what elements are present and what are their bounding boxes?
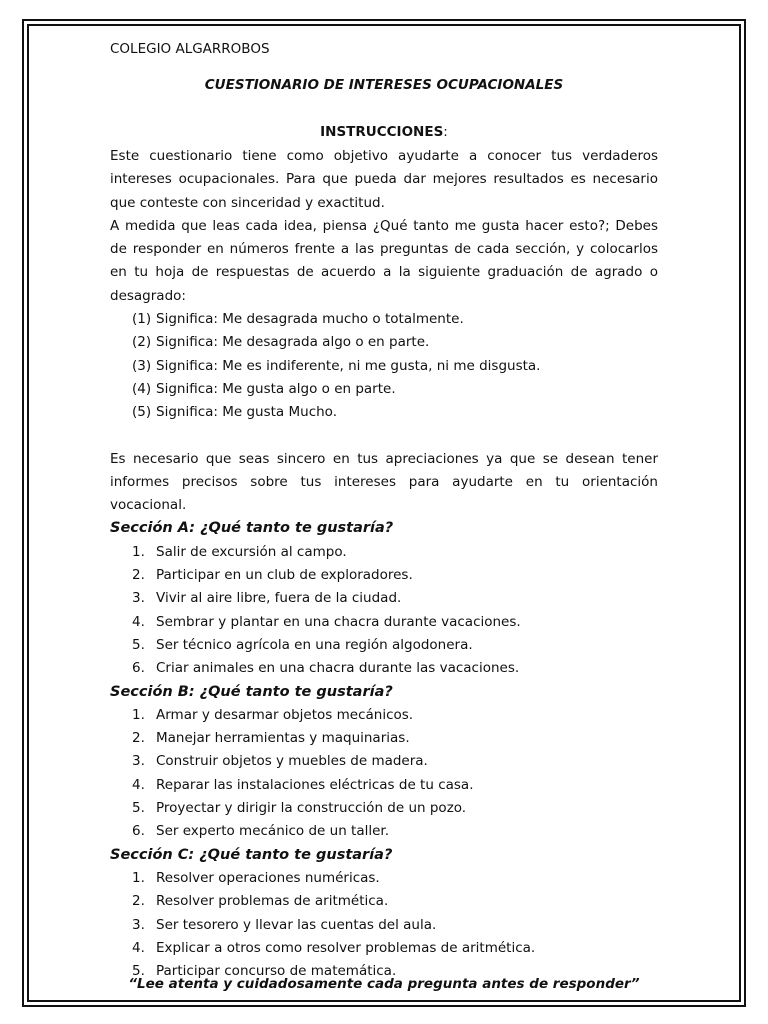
list-item-text: Explicar a otros como resolver problemas de aritmética. [156, 939, 536, 956]
scale-item-text: Significa: Me gusta Mucho. [156, 404, 337, 421]
section-a-heading: Sección A: ¿Qué tanto te gustaría? [110, 520, 394, 537]
list-item-number: 5. [132, 963, 145, 980]
list-item [110, 657, 658, 680]
list-item [110, 704, 658, 727]
list-item [110, 797, 658, 820]
list-item [110, 914, 658, 937]
scale-item-number: (2) [132, 334, 152, 351]
list-item [110, 890, 658, 913]
list-item-number: 1. [132, 869, 145, 886]
list-item-number: 2. [132, 893, 145, 910]
list-item-number: 1. [132, 543, 145, 560]
list-item-text: Reparar las instalaciones eléctricas de tu casa. [156, 776, 474, 793]
list-item-text: Manejar herramientas y maquinarias. [156, 730, 410, 747]
section-c-list [110, 867, 658, 983]
scale-item-number: (4) [132, 380, 152, 397]
scale-item-text: Significa: Me es indiferente, ni me gusta, ni me disgusta. [156, 357, 541, 374]
list-item [110, 750, 658, 773]
list-item-number: 4. [132, 939, 145, 956]
spacer [110, 425, 658, 448]
list-item-text: Resolver operaciones numéricas. [156, 869, 380, 886]
list-item-number: 3. [132, 590, 145, 607]
list-item-number: 4. [132, 776, 145, 793]
scale-item-number: (3) [132, 357, 152, 374]
scale-item-number: (5) [132, 404, 152, 421]
document-title: CUESTIONARIO DE INTERESES OCUPACIONALES [204, 77, 564, 93]
list-item [110, 564, 658, 587]
instructions-paragraph-1: Este cuestionario tiene como objetivo ayudarte a conocer tus verdaderos intereses ocupacionales. Para que pueda dar mejores resultados es necesario que conteste con sinceridad y exactitud. [110, 148, 658, 211]
scale-item [110, 378, 658, 401]
list-item-number: 5. [132, 636, 145, 653]
list-item-text: Construir objetos y muebles de madera. [156, 753, 428, 770]
list-item [110, 727, 658, 750]
list-item-text: Participar concurso de matemática. [156, 963, 397, 980]
list-item-text: Ser técnico agrícola en una región algodonera. [156, 636, 473, 653]
scale-item-text: Significa: Me gusta algo o en parte. [156, 380, 396, 397]
list-item-text: Sembrar y plantar en una chacra durante vacaciones. [156, 613, 521, 630]
list-item-number: 5. [132, 800, 145, 817]
list-item-number: 2. [132, 567, 145, 584]
list-item-text: Vivir al aire libre, fuera de la ciudad. [156, 590, 402, 607]
rating-scale-list [110, 308, 658, 424]
instructions-heading-colon: : [443, 124, 448, 140]
list-item-number: 4. [132, 613, 145, 630]
list-item [110, 867, 658, 890]
list-item-number: 6. [132, 660, 145, 677]
list-item-text: Participar en un club de exploradores. [156, 567, 413, 584]
list-item-text: Ser experto mecánico de un taller. [156, 823, 390, 840]
list-item [110, 611, 658, 634]
scale-item-number: (1) [132, 311, 152, 328]
list-item-number: 3. [132, 916, 145, 933]
school-name: COLEGIO ALGARROBOS [110, 41, 270, 57]
section-c-heading: Sección C: ¿Qué tanto te gustaría? [110, 846, 393, 863]
scale-item-text: Significa: Me desagrada mucho o totalmente. [156, 311, 464, 328]
section-b-heading: Sección B: ¿Qué tanto te gustaría? [110, 683, 393, 700]
list-item-number: 3. [132, 753, 145, 770]
scale-item [110, 308, 658, 331]
scale-item-text: Significa: Me desagrada algo o en parte. [156, 334, 430, 351]
instructions-heading [110, 121, 658, 145]
list-item-number: 6. [132, 823, 145, 840]
instructions-heading-label: INSTRUCCIONES [320, 124, 444, 140]
list-item-text: Criar animales en una chacra durante las vacaciones. [156, 660, 520, 677]
section-b-list [110, 704, 658, 844]
list-item [110, 587, 658, 610]
list-item-number: 1. [132, 706, 145, 723]
footer-quote: “Lee atenta y cuidadosamente cada pregunta antes de responder” [128, 975, 640, 992]
list-item-text: Armar y desarmar objetos mecánicos. [156, 706, 414, 723]
list-item [110, 937, 658, 960]
instructions-paragraph-3: Es necesario que seas sincero en tus apreciaciones ya que se desean tener informes precisos sobre tus intereses para ayudarte en tu orientación vocacional. [110, 450, 658, 514]
list-item [110, 634, 658, 657]
list-item [110, 820, 658, 843]
list-item [110, 541, 658, 564]
list-item-text: Salir de excursión al campo. [156, 543, 347, 560]
list-item-number: 2. [132, 730, 145, 747]
list-item [110, 774, 658, 797]
list-item-text: Resolver problemas de aritmética. [156, 893, 389, 910]
instructions-paragraph-2: A medida que leas cada idea, piensa ¿Qué tanto me gusta hacer esto?; Debes de responder en números frente a las preguntas de cada sección, y colocarlos en tu hoja de respuestas de acuerdo a la siguiente graduación de agrado o desagrado: [110, 217, 658, 304]
list-item-text: Proyectar y dirigir la construcción de un pozo. [156, 800, 467, 817]
list-item-text: Ser tesorero y llevar las cuentas del aula. [156, 916, 437, 933]
scale-item [110, 401, 658, 424]
scale-item [110, 331, 658, 354]
section-a-list [110, 541, 658, 681]
document-content [110, 38, 658, 983]
scale-item [110, 355, 658, 378]
